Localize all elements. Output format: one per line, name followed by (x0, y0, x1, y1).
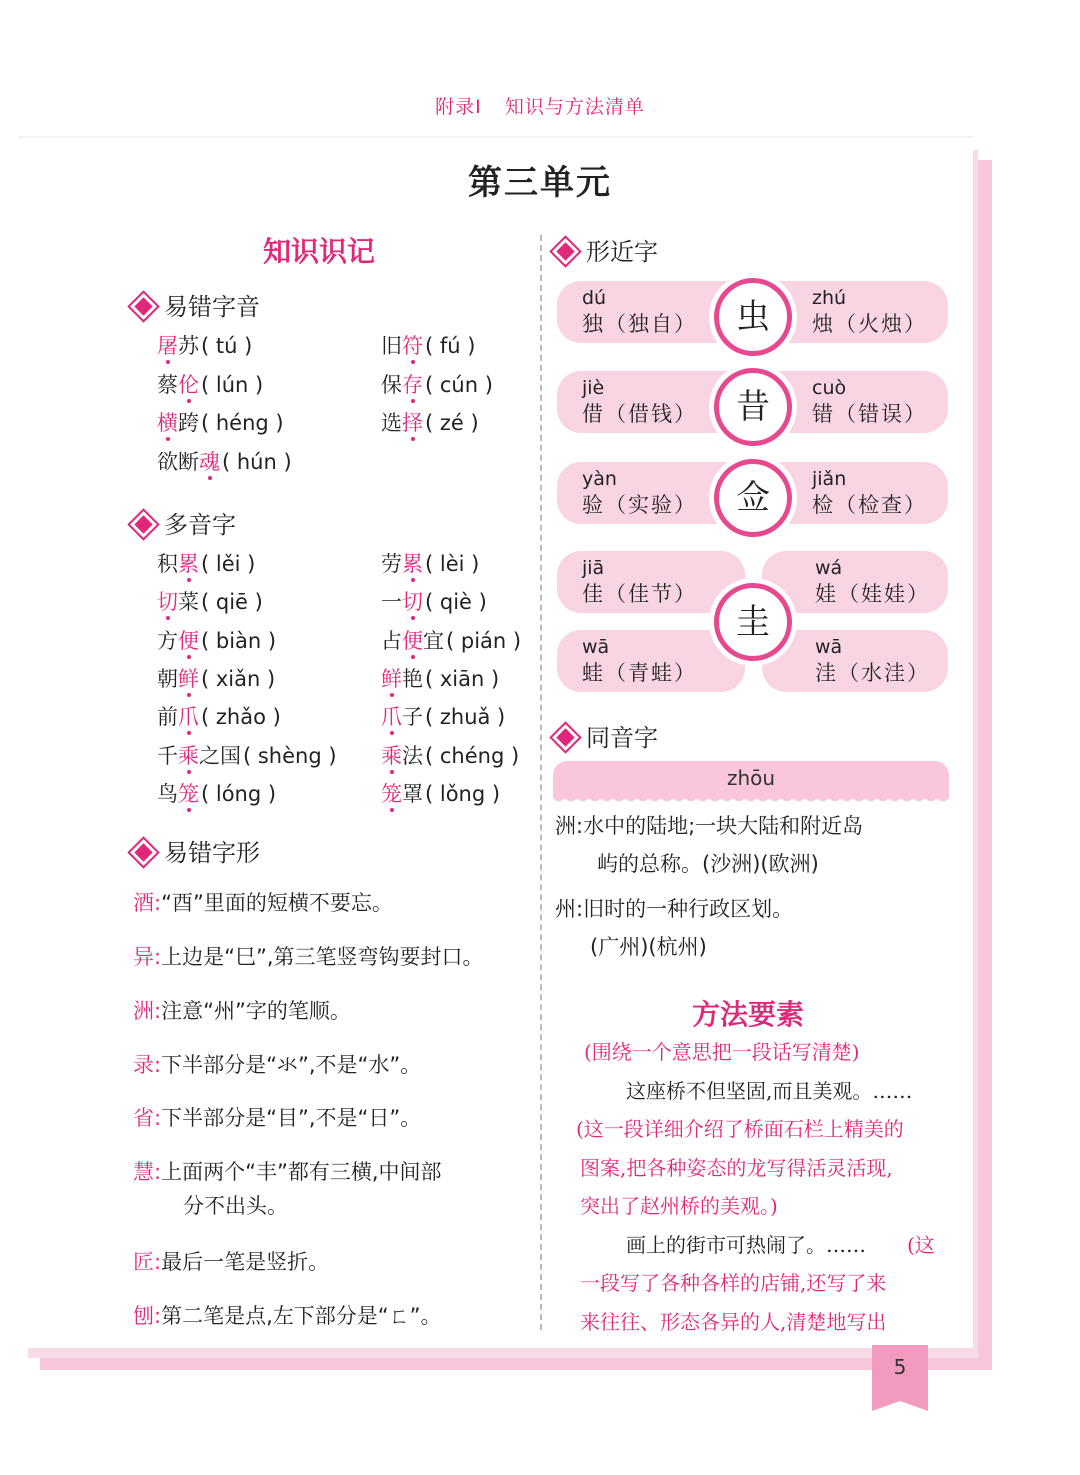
highlight-char: 笼 (178, 781, 199, 806)
word-item (157, 369, 263, 399)
similar-word: jiā 佳（佳节） (582, 557, 697, 606)
word-item (157, 446, 292, 476)
method-note: 来往往、形态各异的人,清楚地写出 (580, 1310, 887, 1334)
word-item (381, 369, 493, 399)
word-item (157, 330, 252, 360)
pinyin: ( lóng ) (201, 781, 277, 806)
wave-decoration (553, 795, 949, 805)
shape-desc: 下半部分是“氺”,不是“水”。 (161, 1053, 422, 1077)
word-item (157, 625, 276, 655)
knowledge-title: 知识识记 (263, 235, 376, 268)
diamond-icon (134, 515, 152, 533)
highlight-char: 爪 (381, 705, 402, 730)
page-number: 5 (893, 1355, 907, 1379)
diamond-icon (134, 297, 152, 315)
pinyin: ( lǒng ) (425, 781, 501, 806)
word-text: 劳 (381, 552, 402, 576)
homophone-line: (广州)(杭州) (590, 935, 707, 959)
component-circle: 圭 (714, 583, 792, 661)
word-text: 方 (157, 628, 178, 653)
shape-char: 洲: (133, 999, 162, 1023)
method-note: 图案,把各种姿态的龙写得活灵活现, (580, 1156, 893, 1180)
word-text: 苏 (178, 334, 199, 358)
word-item (381, 586, 487, 616)
homophone-line: 州:旧时的一种行政区划。 (555, 897, 794, 921)
word-text: 跨 (178, 411, 199, 435)
shape-item (133, 1155, 533, 1223)
shape-char: 异: (133, 945, 162, 969)
homophone-heading: 同音字 (559, 718, 658, 753)
similar-chars-heading: 形近字 (559, 232, 658, 267)
word-text: 法 (402, 743, 423, 768)
word-item (157, 407, 284, 437)
word-text: 欲断 (157, 449, 199, 474)
shape-char: 匠: (133, 1250, 162, 1274)
highlight-char: 切 (157, 590, 178, 615)
word-item (381, 625, 521, 655)
pinyin: ( qiē ) (201, 590, 263, 615)
pinyin: ( héng ) (201, 411, 284, 435)
similar-word: wā 蛙（青蛙） (582, 636, 697, 685)
similar-left-word: dú 独（独自） (582, 287, 697, 336)
word-item (381, 663, 499, 693)
pinyin: ( xiǎn ) (201, 666, 276, 691)
shape-item (133, 1101, 533, 1135)
homophone-line: 屿的总称。(沙洲)(欧洲) (597, 852, 819, 876)
similar-left-word: jiè 借（借钱） (582, 377, 697, 426)
highlight-char: 便 (402, 628, 423, 653)
pinyin: ( tú ) (201, 334, 253, 358)
method-note: (这 (907, 1233, 935, 1257)
word-item (157, 663, 275, 693)
header-title: 知识与方法清单 (504, 96, 645, 118)
pinyin: ( cún ) (425, 372, 493, 397)
component-circle: 佥 (714, 459, 792, 537)
pinyin: ( shèng ) (243, 743, 337, 768)
word-text: 蔡 (157, 372, 178, 397)
mistake-shape-heading: 易错字形 (137, 833, 260, 868)
word-text: 占 (381, 628, 402, 653)
highlight-char: 累 (178, 552, 199, 576)
word-item (157, 548, 255, 578)
header-appendix: 附录Ⅰ (435, 96, 482, 118)
similar-word: wá 娃（娃娃） (815, 557, 930, 606)
similar-left-word: yàn 验（实验） (582, 468, 697, 517)
homophone-pinyin-bar: zhōu (553, 761, 949, 799)
word-item (381, 701, 505, 731)
pinyin: ( qiè ) (425, 590, 487, 615)
homophone-line: 洲:水中的陆地;一块大陆和附近岛 (555, 814, 864, 838)
shape-desc: 第二笔是点,左下部分是“ㄈ”。 (161, 1304, 442, 1328)
polyphone-heading: 多音字 (137, 505, 236, 540)
word-text: 鸟 (157, 781, 178, 806)
highlight-char: 鲜 (178, 666, 199, 691)
highlight-char: 笼 (381, 781, 402, 806)
method-title: 方法要素 (692, 998, 805, 1031)
shape-item (133, 1245, 533, 1279)
word-text: 宜 (423, 628, 444, 653)
shape-char: 慧: (133, 1160, 162, 1184)
word-item (157, 701, 281, 731)
shape-desc: 上边是“巳”,第三笔竖弯钩要封口。 (161, 945, 484, 969)
pinyin: ( biàn ) (201, 628, 277, 653)
highlight-char: 鲜 (381, 666, 402, 691)
highlight-char: 存 (402, 372, 423, 397)
pinyin: ( lèi ) (425, 552, 480, 576)
word-item (157, 586, 263, 616)
mistake-pron-heading: 易错字音 (137, 287, 260, 322)
pinyin: ( pián ) (446, 628, 522, 653)
similar-right-word: jiǎn 检（检查） (812, 468, 927, 517)
shape-item (133, 1048, 533, 1082)
similar-right-word: cuò 错（错误） (812, 377, 927, 426)
shape-desc: 上面两个“丰”都有三横,中间部 (161, 1160, 442, 1184)
component-circle: 昔 (714, 368, 792, 446)
highlight-char: 魂 (199, 449, 220, 474)
word-text: 选 (381, 411, 402, 435)
word-text: 旧 (381, 334, 402, 358)
highlight-char: 横 (157, 411, 178, 435)
highlight-char: 乘 (381, 743, 402, 768)
pinyin: ( xiān ) (425, 666, 500, 691)
shape-item (133, 1299, 533, 1333)
diamond-icon (556, 728, 574, 746)
shape-desc-cont: 分不出头。 (183, 1194, 288, 1218)
column-divider (540, 235, 542, 1330)
word-text: 之国 (199, 743, 241, 768)
word-item (381, 548, 479, 578)
word-text: 朝 (157, 666, 178, 691)
word-item (381, 330, 475, 360)
pinyin: ( zhǎo ) (201, 705, 281, 730)
pinyin: ( zé ) (425, 411, 479, 435)
method-note: (这一段详细介绍了桥面石栏上精美的 (576, 1117, 904, 1141)
highlight-char: 符 (402, 334, 423, 358)
pinyin: ( fú ) (425, 334, 476, 358)
shape-desc: 下半部分是“目”,不是“日”。 (161, 1106, 422, 1130)
shape-item (133, 886, 533, 920)
highlight-char: 爪 (178, 705, 199, 730)
shape-char: 酒: (133, 891, 162, 915)
shape-desc: “酉”里面的短横不要忘。 (161, 891, 393, 915)
pinyin: ( chéng ) (425, 743, 520, 768)
word-text: 保 (381, 372, 402, 397)
shape-desc: 最后一笔是竖折。 (161, 1250, 330, 1274)
shape-item (133, 940, 533, 974)
pinyin: ( hún ) (222, 449, 292, 474)
pinyin: ( zhuǎ ) (425, 705, 506, 730)
pinyin: ( lún ) (201, 372, 264, 397)
word-text: 艳 (402, 666, 423, 691)
method-paragraph: 这座桥不但坚固,而且美观。…… (626, 1079, 913, 1103)
word-text: 一 (381, 590, 402, 615)
method-paragraph: 画上的街市可热闹了。…… (626, 1233, 866, 1257)
word-text: 菜 (178, 590, 199, 615)
highlight-char: 累 (402, 552, 423, 576)
highlight-char: 切 (402, 590, 423, 615)
highlight-char: 便 (178, 628, 199, 653)
unit-title: 第三单元 (468, 163, 612, 203)
word-text: 千 (157, 743, 178, 768)
component-circle: 虫 (714, 278, 792, 356)
running-header (0, 92, 1080, 119)
method-subtitle: (围绕一个意思把一段话写清楚) (584, 1040, 860, 1064)
word-item (381, 407, 479, 437)
highlight-char: 乘 (178, 743, 199, 768)
highlight-char: 伦 (178, 372, 199, 397)
shape-item (133, 994, 533, 1028)
word-item (157, 778, 276, 808)
word-text: 前 (157, 705, 178, 730)
diamond-icon (134, 843, 152, 861)
diamond-icon (556, 242, 574, 260)
word-item (381, 778, 500, 808)
shape-char: 省: (133, 1106, 162, 1130)
similar-word: wā 洼（水洼） (815, 636, 930, 685)
word-text: 积 (157, 552, 178, 576)
method-note: 突出了赵州桥的美观。) (580, 1194, 778, 1218)
shape-char: 刨: (133, 1304, 162, 1328)
highlight-char: 择 (402, 411, 423, 435)
method-note: 一段写了各种各样的店铺,还写了来 (580, 1271, 887, 1295)
word-item (381, 740, 519, 770)
highlight-char: 屠 (157, 334, 178, 358)
shape-char: 录: (133, 1053, 162, 1077)
pinyin: ( lěi ) (201, 552, 256, 576)
shape-desc: 注意“州”字的笔顺。 (161, 999, 351, 1023)
word-text: 子 (402, 705, 423, 730)
similar-right-word: zhú 烛（火烛） (812, 287, 927, 336)
word-item (157, 740, 337, 770)
word-text: 罩 (402, 781, 423, 806)
